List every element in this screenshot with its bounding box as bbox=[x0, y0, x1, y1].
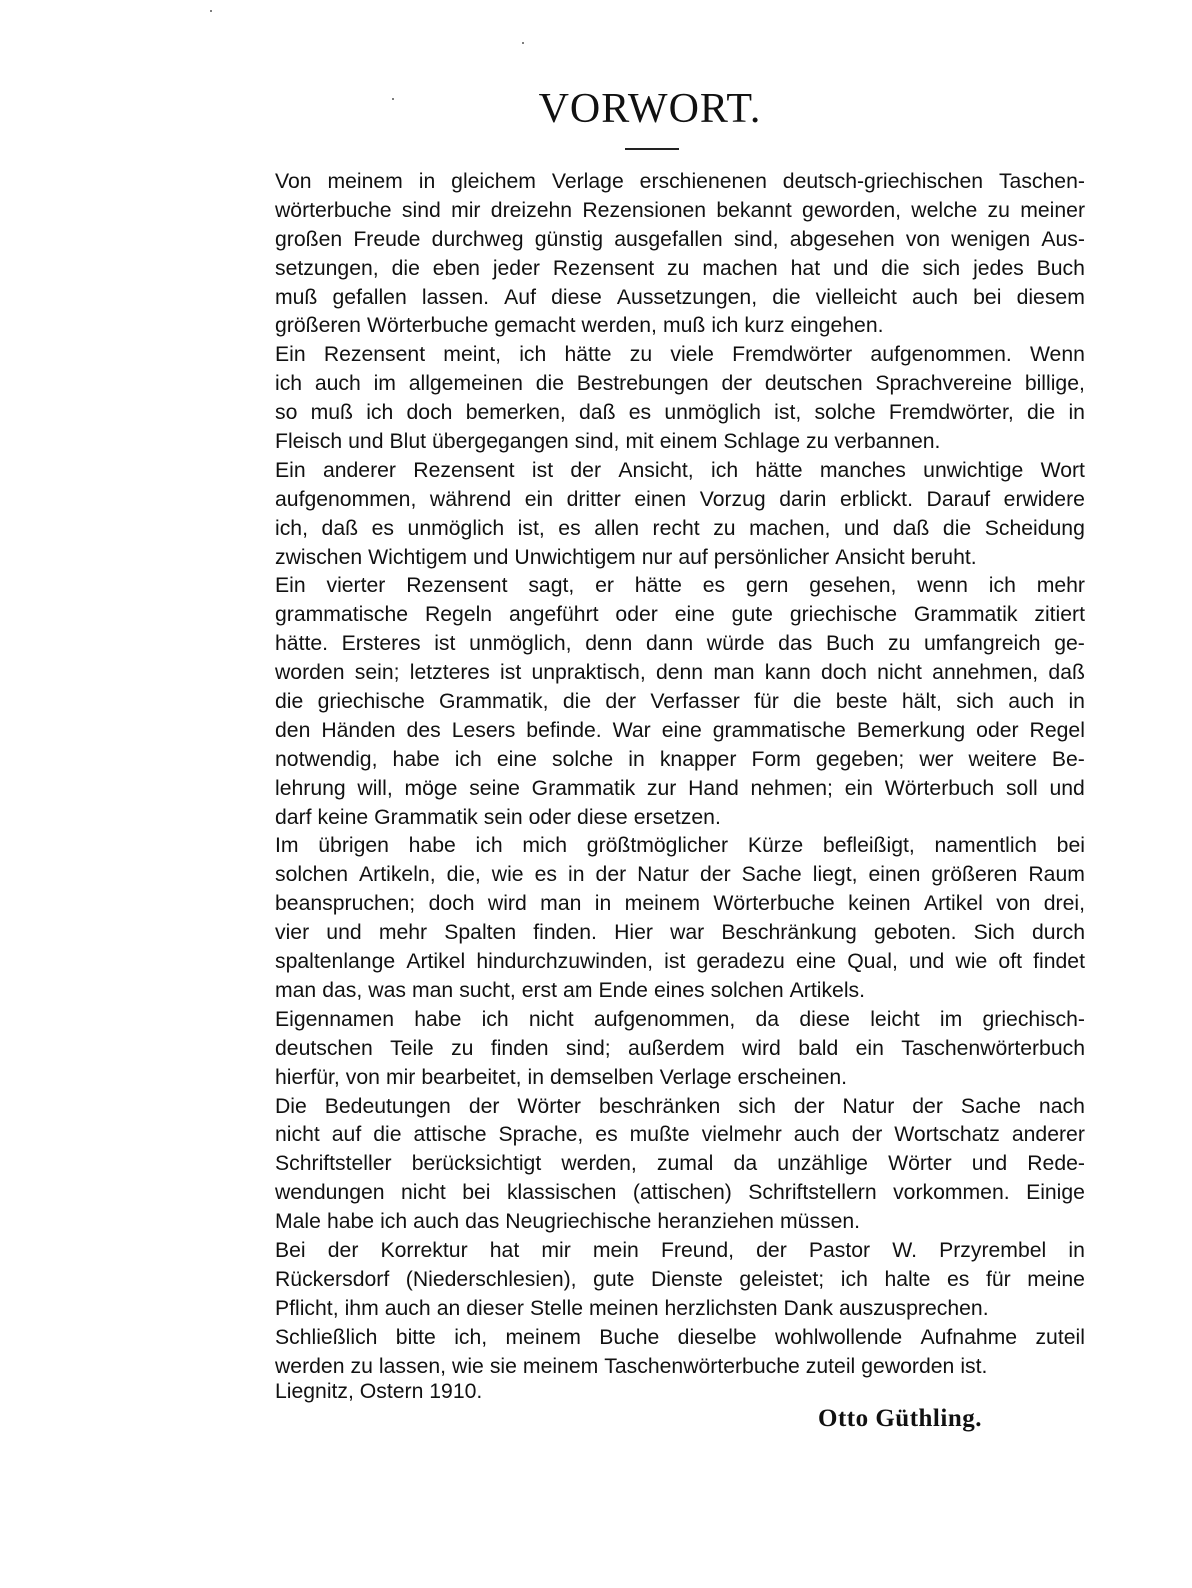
paragraph-line: Von meinem in gleichem Verlage erschienenen deutsch-griechischen Taschen- bbox=[275, 170, 1085, 193]
author-signature: Otto Güthling. bbox=[818, 1405, 982, 1432]
paragraph-line: ich, daß es unmöglich ist, es allen recht zu machen, und daß die Scheidung bbox=[275, 516, 1085, 540]
paragraph-line: darf keine Grammatik sein oder diese ersetzen. bbox=[275, 805, 721, 829]
paragraph-line: solchen Artikeln, die, wie es in der Natur der Sache liegt, einen größeren Raum bbox=[275, 863, 1085, 887]
paragraph-line: Ein anderer Rezensent ist der Ansicht, ich hätte manches unwichtige Wort bbox=[275, 458, 1085, 482]
paragraph bbox=[275, 341, 1085, 457]
paragraph-line: die griechische Grammatik, die der Verfasser für die beste hält, sich auch in bbox=[275, 690, 1085, 714]
paragraph-line: wendungen nicht bei klassischen (attischen) Schriftstellern vorkommen. Einige bbox=[275, 1181, 1085, 1205]
paragraph-line: notwendig, habe ich eine solche in knapper Form gegeben; wer weitere Be- bbox=[275, 747, 1085, 771]
paragraph-line: Ein vierter Rezensent sagt, er hätte es gern gesehen, wenn ich mehr bbox=[275, 574, 1085, 598]
paragraph-line: so muß ich doch bemerken, daß es unmöglich ist, solche Fremdwörter, die in bbox=[275, 401, 1085, 425]
paragraph-line: man das, was man sucht, erst am Ende eines solchen Artikels. bbox=[275, 978, 866, 1002]
paragraph-line: den Händen des Lesers befinde. War eine grammatische Bemerkung oder Regel bbox=[275, 718, 1085, 742]
paragraph-line: größeren Wörterbuche gemacht werden, muß ich kurz eingehen. bbox=[275, 314, 884, 338]
paragraph bbox=[275, 832, 1085, 1005]
paragraph-line: Bei der Korrektur hat mir mein Freund, der Pastor W. Przyrembel in bbox=[275, 1238, 1085, 1262]
paragraph-line: wörterbuche sind mir dreizehn Rezensionen bekannt geworden, welche zu meiner bbox=[275, 198, 1085, 222]
paragraph-line: aufgenommen, während ein dritter einen Vorzug darin erblickt. Darauf erwidere bbox=[275, 487, 1085, 511]
paragraph-line: Im übrigen habe ich mich größtmöglicher Kürze befleißigt, namentlich bei bbox=[275, 834, 1085, 858]
scan-speck bbox=[522, 42, 524, 44]
paragraph-line: vier und mehr Spalten finden. Hier war Beschränkung geboten. Sich durch bbox=[275, 921, 1085, 945]
title-divider bbox=[625, 148, 679, 150]
paragraph-line: Eigennamen habe ich nicht aufgenommen, da diese leicht im griechisch- bbox=[275, 1007, 1085, 1031]
paragraph-line: Ein Rezensent meint, ich hätte zu viele Fremdwörter aufgenommen. Wenn bbox=[275, 343, 1085, 367]
paragraph-line: deutschen Teile zu finden sind; außerdem wird bald ein Taschenwörterbuch bbox=[275, 1036, 1085, 1060]
paragraph-line: werden zu lassen, wie sie meinem Taschenwörterbuche zuteil geworden ist. bbox=[275, 1354, 988, 1378]
paragraph-line: großen Freude durchweg günstig ausgefallen sind, abgesehen von wenigen Aus- bbox=[275, 227, 1085, 251]
paragraph-line: ich auch im allgemeinen die Bestrebungen der deutschen Sprachvereine billige, bbox=[275, 372, 1085, 396]
paragraph-line: spaltenlange Artikel hindurchzuwinden, ist geradezu eine Qual, und wie oft findet bbox=[275, 950, 1085, 974]
paragraph-line: Rückersdorf (Niederschlesien), gute Dienste geleistet; ich halte es für meine bbox=[275, 1267, 1085, 1291]
scan-speck bbox=[210, 10, 212, 12]
paragraph bbox=[275, 457, 1085, 573]
paragraph-line: Schließlich bitte ich, meinem Buche dieselbe wohlwollende Aufnahme zuteil bbox=[275, 1325, 1085, 1349]
paragraph-line: worden sein; letzteres ist unpraktisch, denn man kann doch nicht annehmen, daß bbox=[275, 661, 1085, 685]
preface-body bbox=[275, 168, 1085, 1381]
paragraph bbox=[275, 168, 1085, 341]
paragraph-line: lehrung will, möge seine Grammatik zur Hand nehmen; ein Wörterbuch soll und bbox=[275, 776, 1085, 800]
paragraph bbox=[275, 572, 1085, 832]
place-date: Liegnitz, Ostern 1910. bbox=[275, 1380, 483, 1403]
paragraph bbox=[275, 1093, 1085, 1237]
paragraph-line: Fleisch und Blut übergegangen sind, mit einem Schlage zu verbannen. bbox=[275, 430, 941, 454]
paragraph-line: nicht auf die attische Sprache, es mußte vielmehr auch der Wortschatz anderer bbox=[275, 1123, 1085, 1147]
paragraph-line: Pflicht, ihm auch an dieser Stelle meinen herzlichsten Dank auszusprechen. bbox=[275, 1296, 989, 1320]
paragraph-line: beanspruchen; doch wird man in meinem Wörterbuche keinen Artikel von drei, bbox=[275, 892, 1085, 916]
paragraph-line: hätte. Ersteres ist unmöglich, denn dann würde das Buch zu umfangreich ge- bbox=[275, 632, 1085, 656]
paragraph bbox=[275, 1006, 1085, 1093]
paragraph-line: setzungen, die eben jeder Rezensent zu machen hat und die sich jedes Buch bbox=[275, 256, 1085, 280]
paragraph bbox=[275, 1324, 1085, 1382]
paragraph-line: Die Bedeutungen der Wörter beschränken sich der Natur der Sache nach bbox=[275, 1094, 1085, 1118]
paragraph-line: zwischen Wichtigem und Unwichtigem nur auf persönlicher Ansicht beruht. bbox=[275, 545, 977, 569]
paragraph bbox=[275, 1237, 1085, 1324]
paragraph-line: grammatische Regeln angeführt oder eine gute griechische Grammatik zitiert bbox=[275, 603, 1085, 627]
page-title: VORWORT. bbox=[538, 86, 762, 132]
scan-speck bbox=[392, 98, 394, 100]
paragraph-line: hierfür, von mir bearbeitet, in demselben Verlage erscheinen. bbox=[275, 1065, 848, 1089]
paragraph-line: Male habe ich auch das Neugriechische heranziehen müssen. bbox=[275, 1210, 861, 1234]
paragraph-line: Schriftsteller berücksichtigt werden, zumal da unzählige Wörter und Rede- bbox=[275, 1152, 1085, 1176]
paragraph-line: muß gefallen lassen. Auf diese Aussetzungen, die vielleicht auch bei diesem bbox=[275, 285, 1085, 309]
